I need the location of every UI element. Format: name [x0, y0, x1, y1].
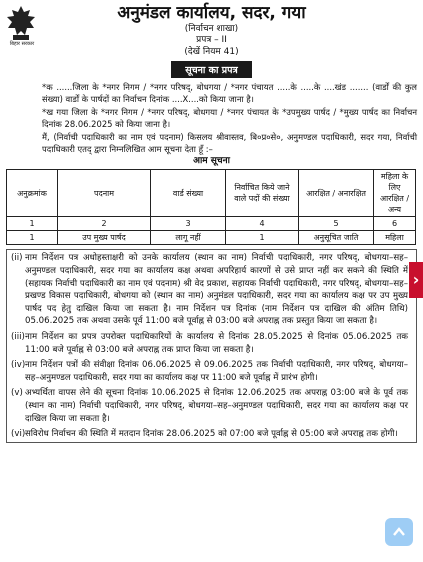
table-cell: अनुसूचित जाति	[299, 231, 374, 245]
table-cell: 1	[7, 217, 58, 231]
list-item	[7, 250, 416, 329]
table-header-cell: निर्वाचित किये जाने वाले पदों की संख्या	[226, 170, 299, 217]
table-header-cell: अनुक्रमांक	[7, 170, 58, 217]
table-header-row	[7, 170, 416, 217]
list-item	[7, 329, 416, 357]
table-cell: 4	[226, 217, 299, 231]
intro-line-3: मैं, (निर्वाची पदाधिकारी का नाम एवं पदनाम) किसलय श्रीवास्तव, बि०प्र०से०, अनुमण्डल पदाधिकारी, सदर गया, निर्वाची पदाधिकारी एतद् द्वारा निम्नलिखित आम सूचना देता हूँ :–	[42, 131, 417, 155]
clause-text: नाम निर्देशन का प्रपत्र उपरोक्त पदाधिकारियों के कार्यालय से दिनांक 28.05.2025 से दिनांक 05.06.2025 तक 11:00 बजे पूर्वाह्न से 03:00 बजे अपराह्न तक प्राप्त किया जा सकता है।	[25, 332, 408, 355]
bihar-emblem-icon	[4, 4, 38, 42]
intro-line-1: *क ......जिला के *नगर निगम / *नगर परिषद्, बोधगया / *नगर पंचायत .....के .....के ....खंड ....... (वार्डों की कुल संख्या) वार्डों के पार्षदों का निर्वाचन दिनांक ....X....को किया जाना है।	[42, 82, 417, 105]
list-item	[7, 426, 416, 442]
notice-title: सूचना का प्रपत्र	[171, 61, 252, 78]
table-cell: 3	[151, 217, 226, 231]
table-cell: लागू नहीं	[151, 231, 226, 245]
logo-caption: बिहार सरकार	[9, 41, 35, 47]
rule-reference: (देखें नियम 41)	[184, 47, 239, 57]
clause-text: अभ्यर्थिता वापस लेने की सूचना दिनांक 10.06.2025 से दिनांक 12.06.2025 तक अपराह्न 03:00 बजे के पूर्व तक (स्थान का नाम) निर्वाची पदाधिकारी, नगर परिषद्, बोधगया–सह–अनुमण्डल पदाधिकारी, सदर गया का कार्यालय कक्ष पर दाखिल किया जा सकता है।	[25, 388, 408, 424]
next-page-button[interactable]	[409, 262, 423, 298]
header	[6, 3, 417, 81]
clause-text: नाम निर्देशन पत्र अधोहस्ताक्षरी को उनके कार्यालय (स्थान का नाम) निर्वाची पदाधिकारी, नगर परिषद्, बोधगया–सह–अनुमण्डल पदाधिकारी, सदर गया का कार्यालय कक्ष अथवा अपरिहार्य कारणों से उसे प्राप्त नहीं कर सकने की स्थिति में (सहायक निर्वाची पदाधिकारी का नाम एवं पदनाम) श्री वेद प्रकाश, सहायक निर्वाची पदाधिकारी, नगर परिषद्, बोधगया–सह–प्रखण्ड विकास पदाधिकारी, बोधगया को (स्थान का नाम) अनुमंडल पदाधिकारी, सदर गया का कार्यालय कक्ष पर उप मुख्य पार्षद पद हेतु दाखिल किया जा सकता है। नाम निर्देशन पत्र दिनांक (नाम निर्देशन पत्र दाखिल की अंतिम तिथि) 05.06.2025 तक अथवा उसके पूर्व 11:00 बजे पूर्वाह्न से 03:00 बजे अपराह्न तक प्रस्तुत किया जा सकता है।	[25, 253, 408, 327]
table-cell: 5	[299, 217, 374, 231]
table-header-cell: वार्ड संख्या	[151, 170, 226, 217]
table-header-cell: पदनाम	[58, 170, 151, 217]
table-number-row	[7, 217, 416, 231]
chevron-up-icon	[392, 525, 406, 539]
table-cell: 1	[226, 231, 299, 245]
clause-text: सविरोध निर्वाचन की स्थिति में मतदान दिनांक 28.06.2025 को 07:00 बजे पूर्वाह्न से 05:00 बजे अपराह्न तक होगी।	[25, 429, 398, 440]
scroll-to-top-button[interactable]	[385, 518, 413, 546]
list-item	[7, 357, 416, 385]
intro-line-2: *ख गया जिला के *नगर निगम / *नगर परिषद्, बोधगया / *नगर पंचायत के *उपमुख्य पार्षद / *मुख्य पार्षद का निर्वाचन दिनांक 28.06.2025 को किया जाना है।	[42, 106, 417, 130]
table-cell: 2	[58, 217, 151, 231]
chevron-right-icon: ›	[412, 270, 420, 289]
clauses-list	[6, 249, 417, 442]
branch-name: (निर्वाचन शाखा)	[184, 24, 239, 34]
table-cell: महिला	[374, 231, 416, 245]
posts-table	[6, 169, 416, 245]
table-row	[7, 231, 416, 245]
clause-number: (iv)	[11, 360, 26, 371]
table-cell: 1	[7, 231, 58, 245]
list-item	[7, 385, 416, 426]
table-cell: 6	[374, 217, 416, 231]
clause-number: (vi)	[11, 429, 26, 440]
table-header-cell: आरक्षित / अनारक्षित	[299, 170, 374, 217]
table-cell: उप मुख्य पार्षद	[58, 231, 151, 245]
clause-number: (ii)	[11, 253, 23, 264]
aam-suchna-heading: आम सूचना	[193, 156, 230, 167]
clause-number: (iii)	[11, 332, 25, 342]
clause-text: नाम निर्देशन पत्रों की संवीक्षा दिनांक 06.06.2025 से 09.06.2025 तक निर्वाची पदाधिकारी, नगर परिषद्, बोधगया–सह–अनुमण्डल पदाधिकारी, सदर गया का कार्यालय कक्ष पर 11:00 बजे पूर्वाह्न में प्रारंभ होगी।	[25, 360, 408, 383]
table-header-cell: महिला के लिए आरक्षित / अन्य	[374, 170, 416, 217]
clause-number: (v)	[11, 388, 23, 399]
office-title: अनुमंडल कार्यालय, सदर, गया	[117, 3, 306, 23]
form-number: प्रपत्र – II	[196, 35, 227, 45]
